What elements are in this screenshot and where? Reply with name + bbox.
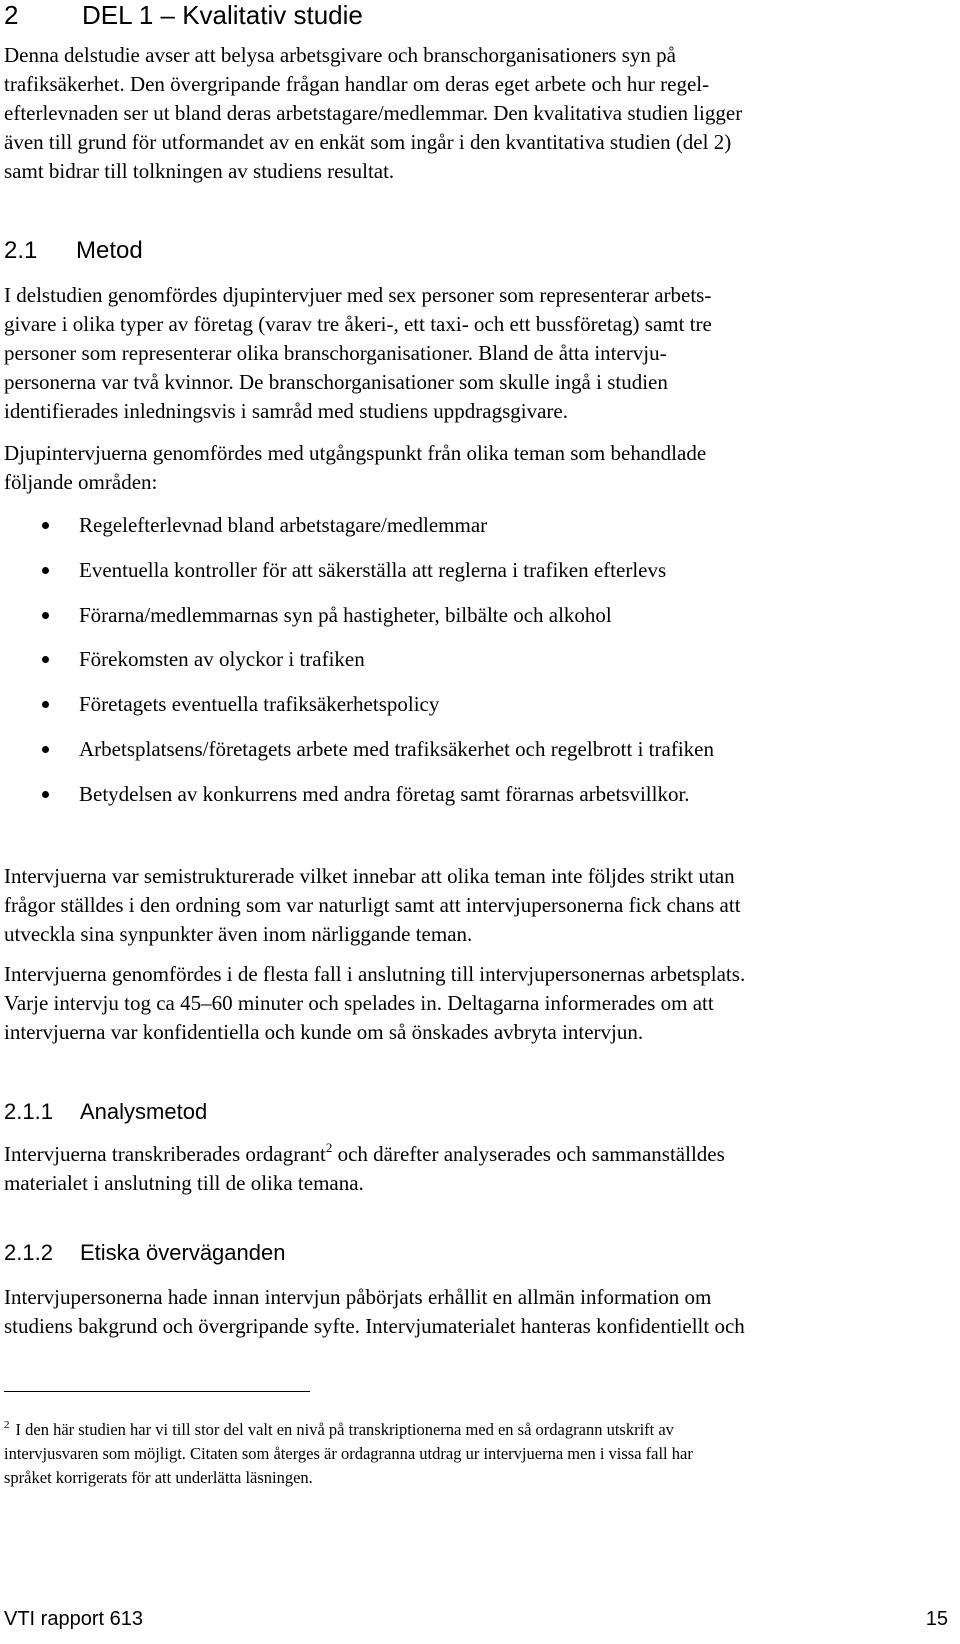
metod-paragraph-3	[4, 862, 952, 949]
list-item-text: Regelefterlevnad bland arbetstagare/medlemmar	[79, 513, 488, 537]
bullet-icon	[42, 791, 49, 798]
list-item-text: Betydelsen av konkurrens med andra företag samt förarnas arbetsvillkor.	[79, 782, 690, 806]
list-item-text: Förekomsten av olyckor i trafiken	[79, 647, 365, 671]
text-line: studiens bakgrund och övergripande syfte. Intervjumaterialet hanteras konfidentiellt och	[4, 1314, 745, 1338]
list-item-text: Arbetsplatsens/företagets arbete med trafiksäkerhet och regelbrott i trafiken	[79, 737, 714, 761]
text-line: samt bidrar till tolkningen av studiens resultat.	[4, 159, 395, 183]
text-span: och därefter analyserades och sammanställdes	[332, 1142, 725, 1166]
text-line: Djupintervjuerna genomfördes med utgångspunkt från olika teman som behandlade	[4, 441, 707, 465]
footnote-reference[interactable]: 2	[325, 1140, 333, 1155]
subsection-number: 2.1.2	[4, 1240, 53, 1265]
etiska-paragraph	[4, 1283, 952, 1341]
chapter-number: 2	[4, 0, 19, 30]
text-line: materialet i anslutning till de olika temana.	[4, 1171, 364, 1195]
footnote-line: språket korrigerats för att underlätta läsningen.	[4, 1468, 313, 1487]
bullet-icon	[42, 701, 49, 708]
footer-report-name: VTI rapport 613	[4, 1608, 143, 1630]
text-line: I delstudien genomfördes djupintervjuer med sex personer som representerar arbets-	[4, 283, 712, 307]
intro-paragraph	[4, 41, 952, 186]
footnote-line	[4, 1418, 952, 1442]
text-line: personer som representerar olika branschorganisationer. Bland de åtta intervju-	[4, 341, 667, 365]
text-span: I den här studien har vi till stor del valt en nivå på transkriptionerna med en så ordagrann utskrift av	[15, 1420, 674, 1439]
bullet-icon	[42, 746, 49, 753]
section-heading-metod	[4, 236, 143, 266]
chapter-heading	[4, 0, 363, 30]
text-line: följande områden:	[4, 470, 158, 494]
footnote	[4, 1418, 952, 1490]
analysmetod-paragraph	[4, 1140, 952, 1198]
list-item-text: Förarna/medlemmarnas syn på hastigheter, bilbälte och alkohol	[79, 603, 612, 627]
text-line: Denna delstudie avser att belysa arbetsgivare och branschorganisationers syn på	[4, 43, 676, 67]
text-line: givare i olika typer av företag (varav tre åkeri-, ett taxi- och ett bussföretag) samt tre	[4, 312, 712, 336]
text-line: efterlevnaden ser ut bland deras arbetstagare/medlemmar. Den kvalitativa studien ligger	[4, 101, 743, 125]
text-line	[4, 1140, 952, 1169]
footnote-marker: 2	[4, 1419, 10, 1431]
bullet-icon	[42, 567, 49, 574]
metod-paragraph-1	[4, 281, 952, 426]
footer-page-number: 15	[925, 1608, 948, 1630]
subsection-title: Etiska överväganden	[80, 1240, 286, 1265]
text-line: personerna var två kvinnor. De branschorganisationer som skulle ingå i studien	[4, 370, 668, 394]
text-span: Intervjuerna transkriberades ordagrant	[4, 1142, 326, 1166]
list-item-text: Företagets eventuella trafiksäkerhetspolicy	[79, 692, 440, 716]
bullet-icon	[42, 612, 49, 619]
footnote-line: intervjusvaren som möjligt. Citaten som återges är ordagranna utdrag ur intervjuerna men i vissa fall har	[4, 1444, 693, 1463]
bullet-icon	[42, 522, 49, 529]
text-line: utveckla sina synpunkter även inom närliggande teman.	[4, 922, 473, 946]
text-line: intervjuerna var konfidentiella och kunde om så önskades avbryta intervjun.	[4, 1020, 644, 1044]
text-line: Intervjupersonerna hade innan intervjun påbörjats erhållit en allmän information om	[4, 1285, 712, 1309]
text-line: även till grund för utformandet av en enkät som ingår i den kvantitativa studien (del 2)	[4, 130, 732, 154]
text-line: Intervjuerna genomfördes i de flesta fall i anslutning till intervjupersonernas arbetsplats.	[4, 962, 746, 986]
subsection-title: Analysmetod	[80, 1099, 208, 1124]
section-title: Metod	[76, 237, 143, 264]
subsection-heading-analysmetod	[4, 1098, 207, 1126]
list-item-text: Eventuella kontroller för att säkerställa att reglerna i trafiken efterlevs	[79, 558, 667, 582]
chapter-title: DEL 1 – Kvalitativ studie	[82, 0, 363, 30]
bullet-icon	[42, 656, 49, 663]
footnote-separator	[4, 1391, 310, 1392]
subsection-number: 2.1.1	[4, 1099, 53, 1124]
text-line: frågor ställdes i den ordning som var naturligt samt att intervjupersonerna fick chans att	[4, 893, 741, 917]
metod-paragraph-2	[4, 439, 952, 497]
section-number: 2.1	[4, 237, 38, 264]
subsection-heading-etiska	[4, 1239, 285, 1267]
text-line: Intervjuerna var semistrukturerade vilket innebar att olika teman inte följdes strikt utan	[4, 864, 735, 888]
text-line: Varje intervju tog ca 45–60 minuter och spelades in. Deltagarna informerades om att	[4, 991, 714, 1015]
text-line: trafiksäkerhet. Den övergripande frågan handlar om deras eget arbete och hur regel-	[4, 72, 710, 96]
metod-paragraph-4	[4, 960, 952, 1047]
text-line: identifierades inledningsvis i samråd med studiens uppdragsgivare.	[4, 399, 568, 423]
